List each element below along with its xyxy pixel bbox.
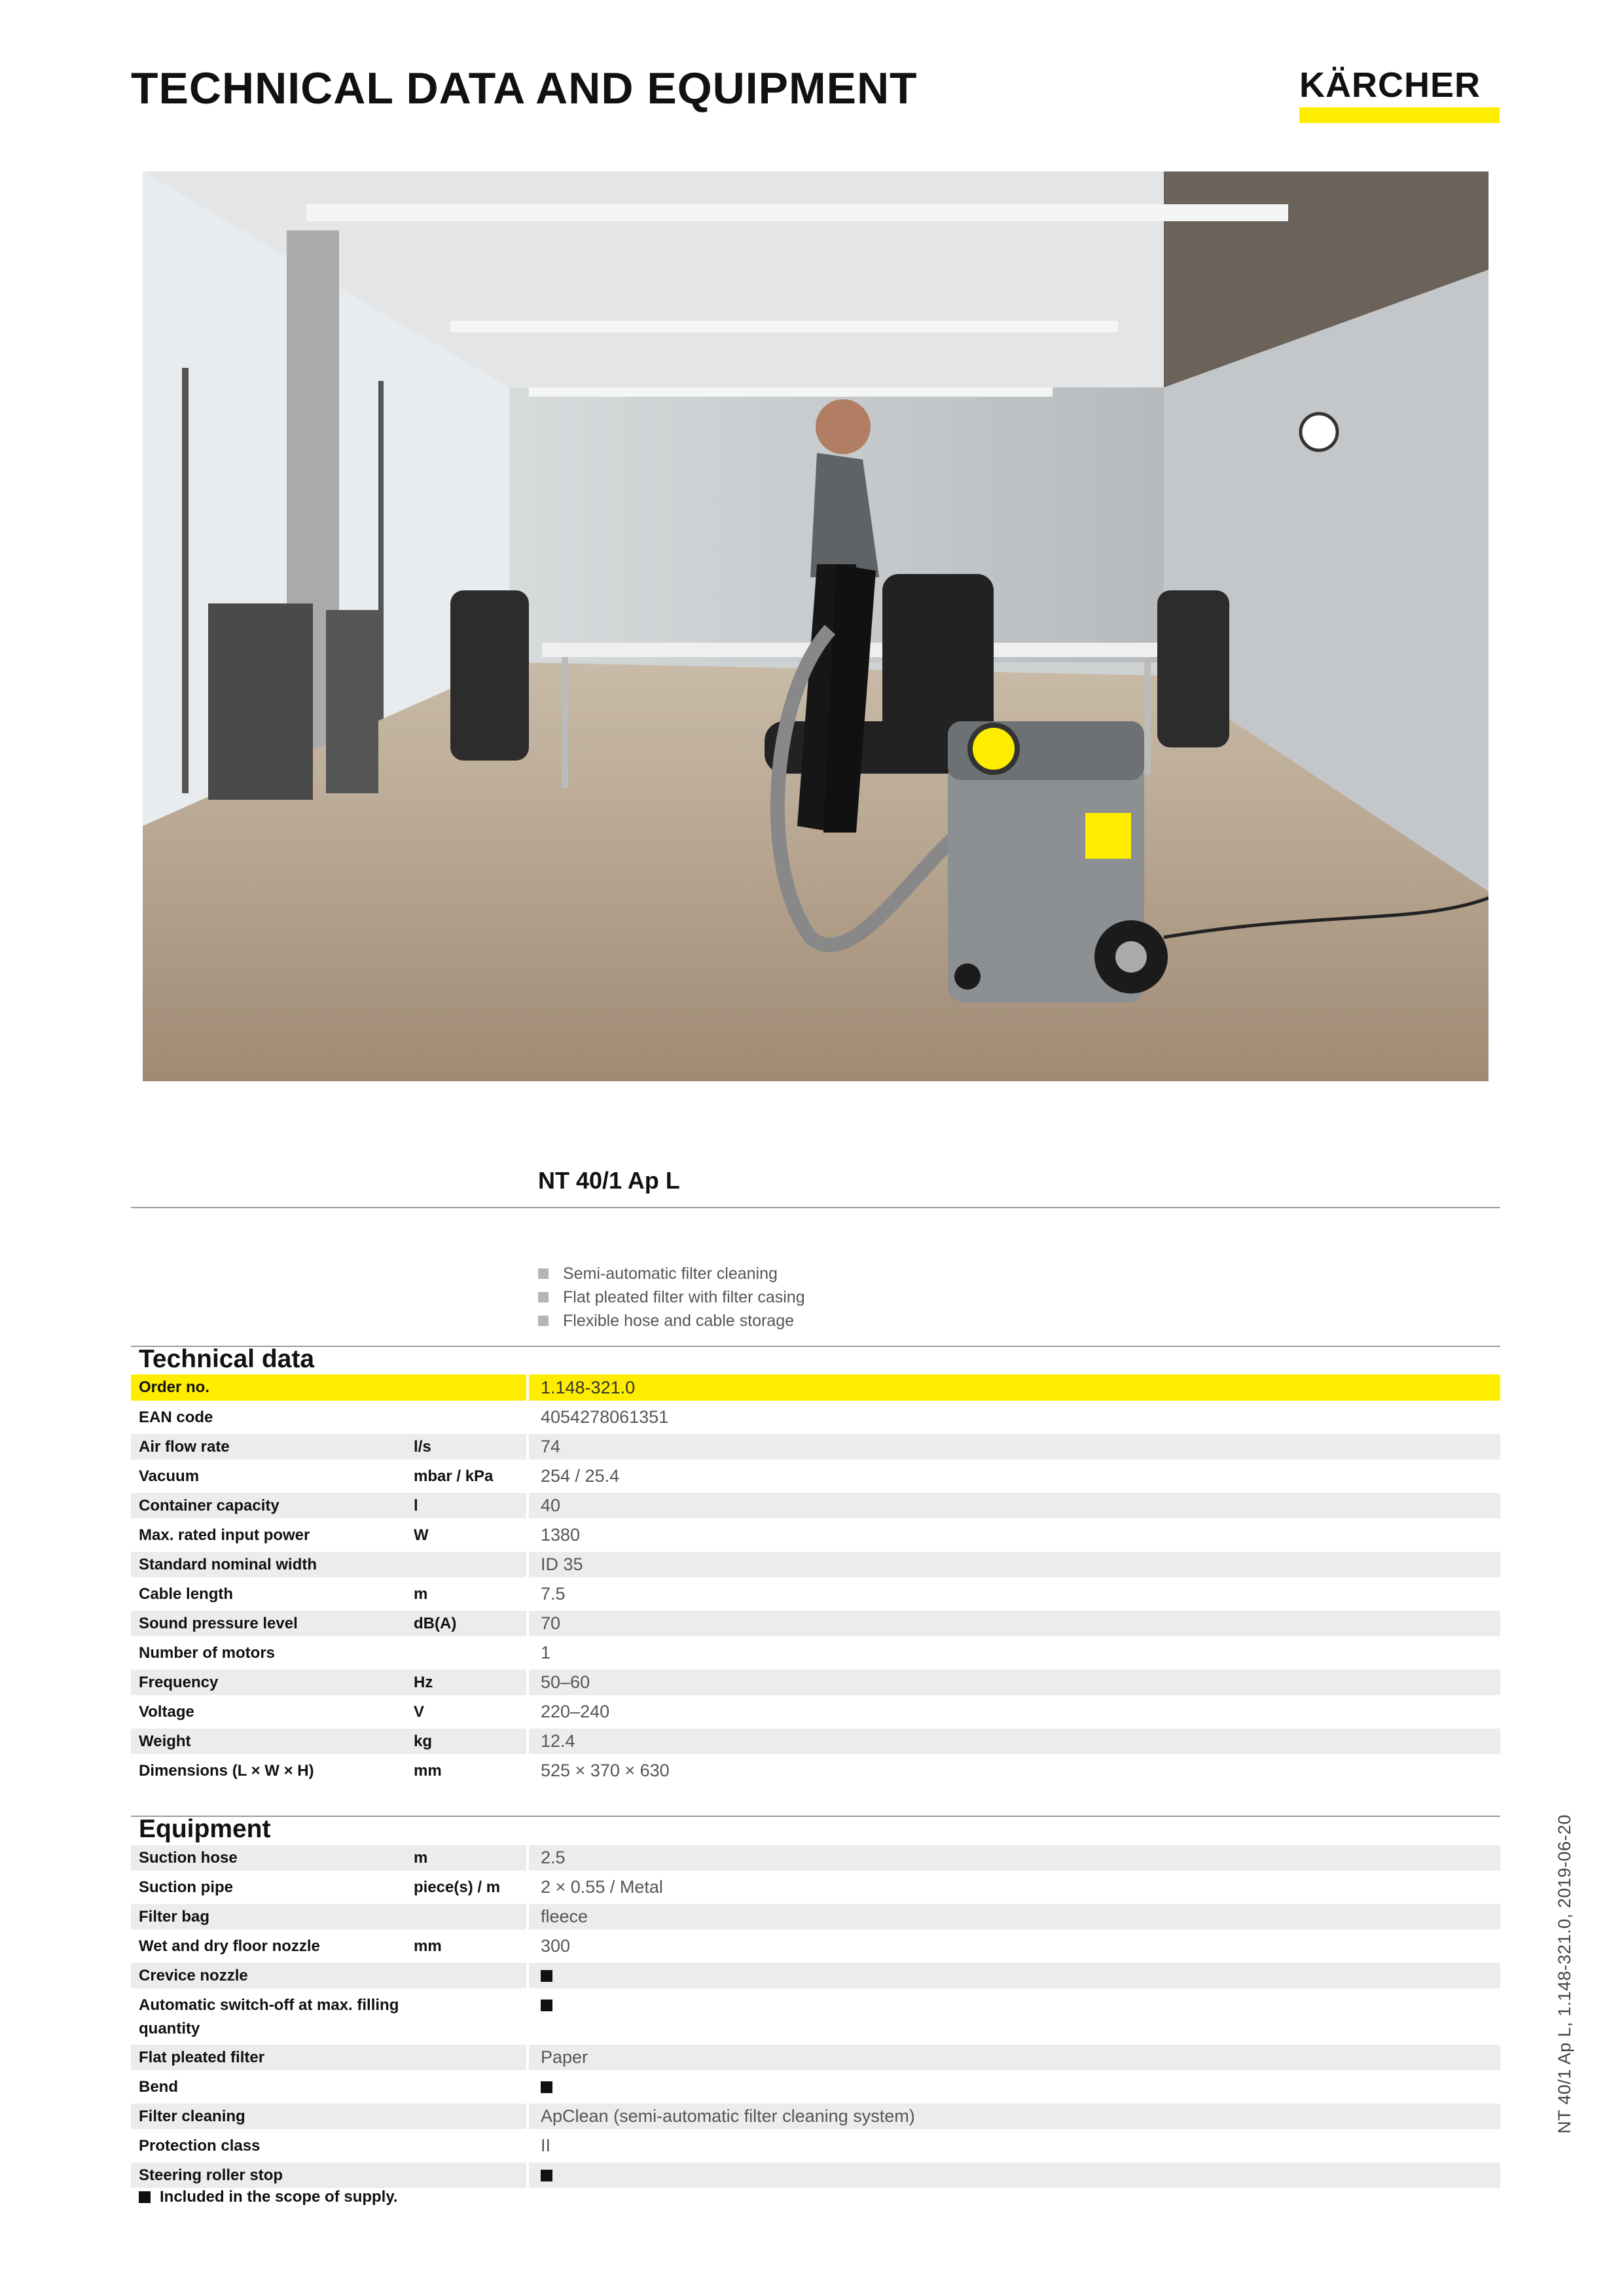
table-row xyxy=(131,1904,1500,1929)
footnote xyxy=(139,2188,398,2206)
bullet-square-icon xyxy=(538,1316,549,1326)
row-label: Flat pleated filter xyxy=(139,2048,265,2066)
row-unit: mbar / kPa xyxy=(414,1467,494,1485)
feature-item: Flat pleated filter with filter casing xyxy=(538,1285,805,1309)
table-row xyxy=(131,2133,1500,2159)
table-row xyxy=(131,1552,1500,1577)
divider xyxy=(131,1207,1500,1208)
row-label: Automatic switch-off at max. filling quantity xyxy=(139,1996,399,2037)
feature-item: Semi-automatic filter cleaning xyxy=(538,1262,805,1285)
equipment-heading: Equipment xyxy=(139,1815,271,1843)
table-row xyxy=(131,1522,1500,1548)
row-value: 300 xyxy=(541,1936,571,1956)
row-value: 1 xyxy=(541,1643,551,1662)
row-unit: Hz xyxy=(414,1673,433,1691)
bullet-square-icon xyxy=(538,1268,549,1279)
table-row xyxy=(131,1699,1500,1725)
table-row xyxy=(131,1493,1500,1518)
row-label: Air flow rate xyxy=(139,1437,230,1456)
row-label: Suction pipe xyxy=(139,1878,233,1896)
included-square-icon xyxy=(139,2191,151,2203)
table-row xyxy=(131,1992,1500,2041)
row-label: Weight xyxy=(139,1732,191,1750)
row-label: Dimensions (L × W × H) xyxy=(139,1761,314,1780)
row-unit: V xyxy=(414,1702,425,1721)
row-value: 40 xyxy=(529,1493,1500,1518)
divider xyxy=(131,1816,1500,1817)
technical-data-heading: Technical data xyxy=(139,1345,315,1373)
row-value xyxy=(529,2074,1500,2100)
row-value: 4054278061351 xyxy=(541,1407,669,1427)
included-square-icon xyxy=(541,2170,552,2181)
row-value: 254 / 25.4 xyxy=(541,1466,620,1486)
included-square-icon xyxy=(541,2000,552,2011)
row-label: Voltage xyxy=(139,1702,194,1721)
document-reference: NT 40/1 Ap L, 1.148-321.0, 2019-06-20 xyxy=(1555,1814,1574,2134)
table-row xyxy=(131,1758,1500,1784)
brand-bar xyxy=(1299,107,1500,123)
table-row xyxy=(131,1874,1500,1900)
row-label: Steering roller stop xyxy=(139,2166,283,2184)
row-label: Wet and dry floor nozzle xyxy=(139,1937,320,1955)
row-label: Standard nominal width xyxy=(139,1555,317,1573)
table-row xyxy=(131,1640,1500,1666)
table-row xyxy=(131,1434,1500,1460)
table-row xyxy=(131,1670,1500,1695)
row-value xyxy=(529,1992,1500,2041)
row-label: Protection class xyxy=(139,2136,261,2155)
row-unit: mm xyxy=(414,1761,442,1780)
row-value: 2.5 xyxy=(529,1845,1500,1871)
row-unit: m xyxy=(414,1848,428,1867)
table-row xyxy=(131,1933,1500,1959)
page-title: TECHNICAL DATA AND EQUIPMENT xyxy=(131,63,918,113)
table-row xyxy=(131,2162,1500,2188)
divider xyxy=(131,1346,1500,1347)
product-name: NT 40/1 Ap L xyxy=(538,1167,680,1194)
row-unit: l xyxy=(414,1496,418,1515)
row-label: Crevice nozzle xyxy=(139,1966,248,1984)
table-row xyxy=(131,2104,1500,2129)
row-unit: piece(s) / m xyxy=(414,1878,501,1896)
row-value: 2 × 0.55 / Metal xyxy=(541,1877,663,1897)
row-value: II xyxy=(541,2136,551,2155)
row-unit: W xyxy=(414,1526,429,1544)
bullet-square-icon xyxy=(538,1292,549,1302)
technical-data-table xyxy=(131,1374,1500,1787)
office-scene-image xyxy=(143,171,1489,1081)
row-label: EAN code xyxy=(139,1408,213,1426)
row-unit: l/s xyxy=(414,1437,431,1456)
row-value: 50–60 xyxy=(529,1670,1500,1695)
feature-list xyxy=(538,1262,805,1333)
table-row xyxy=(131,1581,1500,1607)
row-unit: m xyxy=(414,1585,428,1603)
row-label: Number of motors xyxy=(139,1643,276,1662)
row-value: 1380 xyxy=(541,1525,581,1545)
row-label: Order no. xyxy=(139,1378,210,1396)
row-value: 74 xyxy=(529,1434,1500,1460)
table-row xyxy=(131,1729,1500,1754)
table-row xyxy=(131,1611,1500,1636)
included-square-icon xyxy=(541,1970,552,1982)
row-value: 12.4 xyxy=(529,1729,1500,1754)
row-value xyxy=(529,2162,1500,2188)
table-row xyxy=(131,2045,1500,2070)
equipment-table xyxy=(131,1845,1500,2192)
table-row xyxy=(131,1463,1500,1489)
row-value xyxy=(529,1963,1500,1988)
row-label: Vacuum xyxy=(139,1467,200,1485)
row-value: 525 × 370 × 630 xyxy=(541,1761,670,1780)
row-value: 1.148-321.0 xyxy=(529,1374,1500,1401)
row-label: Max. rated input power xyxy=(139,1526,310,1544)
row-unit: mm xyxy=(414,1937,442,1955)
row-label: Sound pressure level xyxy=(139,1614,298,1632)
footnote-text: Included in the scope of supply. xyxy=(160,2188,398,2206)
row-value: fleece xyxy=(529,1904,1500,1929)
row-value: Paper xyxy=(529,2045,1500,2070)
table-row xyxy=(131,1963,1500,1988)
table-row xyxy=(131,1374,1500,1401)
included-square-icon xyxy=(541,2081,552,2093)
product-photo xyxy=(143,171,1489,1081)
feature-item: Flexible hose and cable storage xyxy=(538,1309,805,1333)
row-label: Suction hose xyxy=(139,1848,238,1867)
row-value: 7.5 xyxy=(541,1584,566,1604)
row-label: Bend xyxy=(139,2077,178,2096)
table-row xyxy=(131,1845,1500,1871)
brand-name: KÄRCHER xyxy=(1299,65,1481,105)
row-label: Filter bag xyxy=(139,1907,210,1926)
row-label: Container capacity xyxy=(139,1496,280,1515)
row-unit: dB(A) xyxy=(414,1614,457,1632)
row-value: 70 xyxy=(529,1611,1500,1636)
karcher-logo xyxy=(1299,67,1500,123)
row-value: ID 35 xyxy=(529,1552,1500,1577)
row-label: Filter cleaning xyxy=(139,2107,245,2125)
row-value: ApClean (semi-automatic filter cleaning system) xyxy=(529,2104,1500,2129)
table-row xyxy=(131,2074,1500,2100)
row-unit: kg xyxy=(414,1732,433,1750)
table-row xyxy=(131,1405,1500,1430)
row-label: Frequency xyxy=(139,1673,219,1691)
row-value: 220–240 xyxy=(541,1702,610,1721)
row-label: Cable length xyxy=(139,1585,234,1603)
